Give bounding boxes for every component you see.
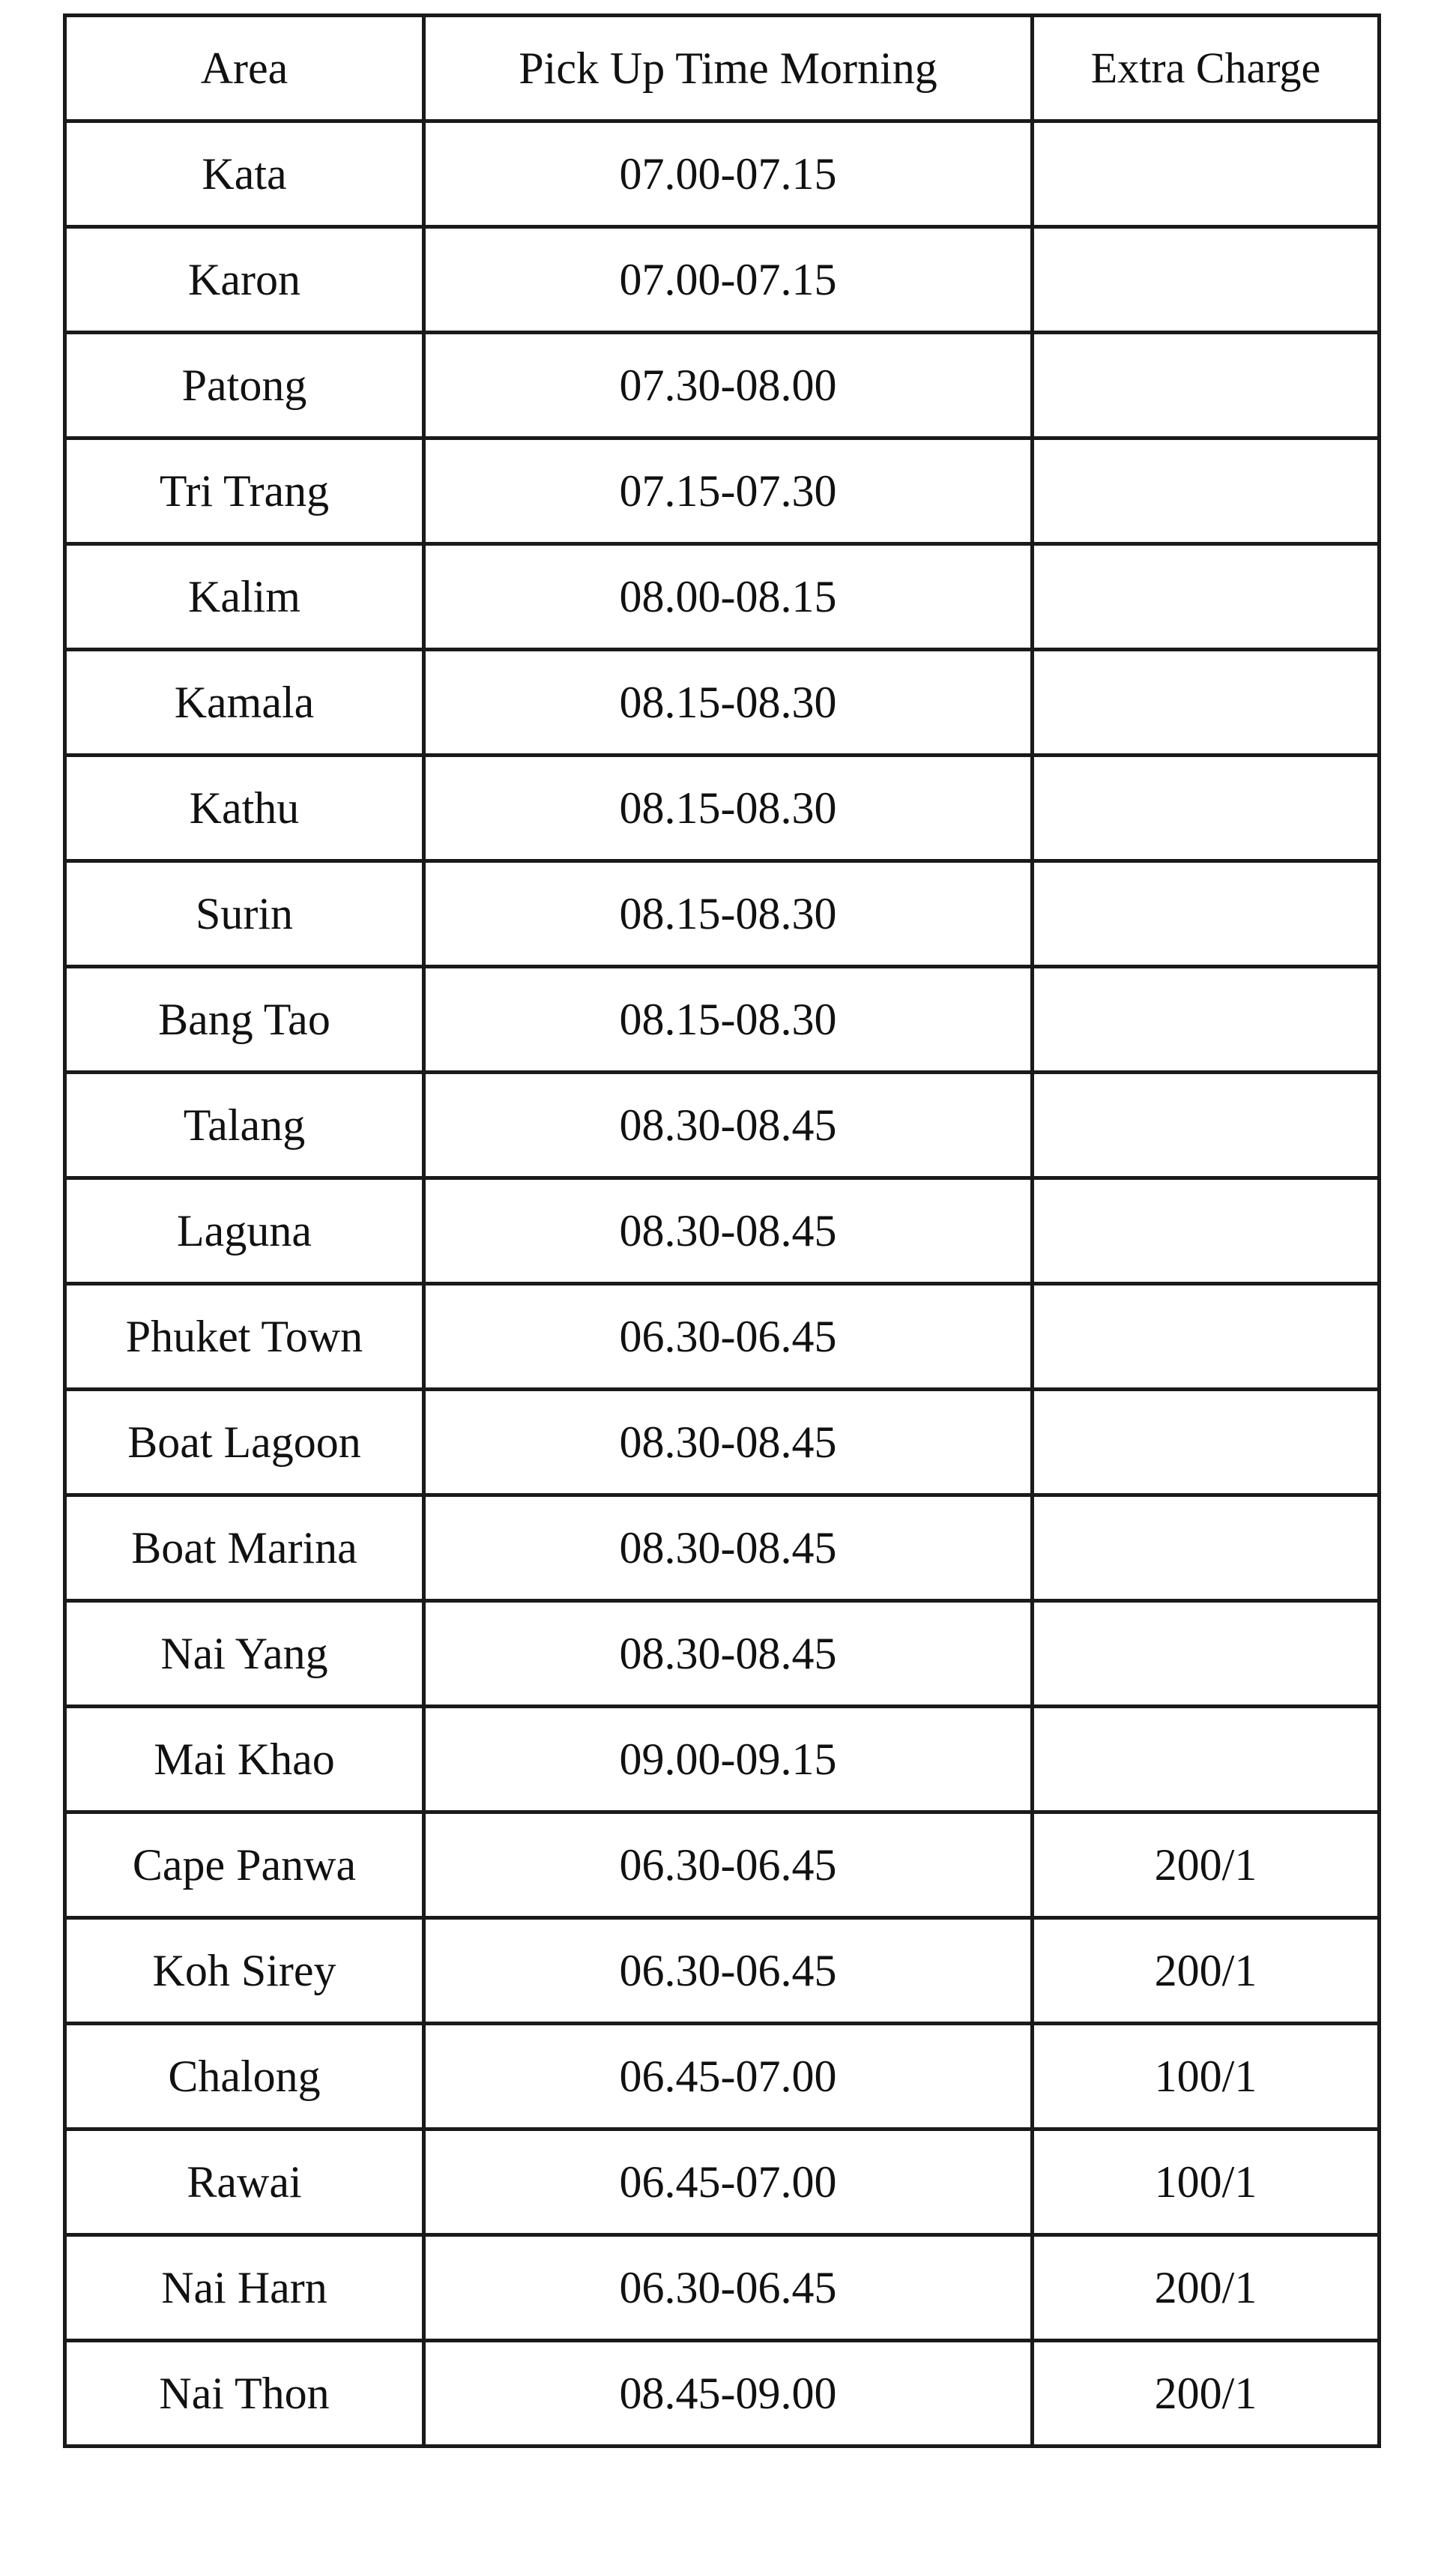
- extra-charge-cell: 200/1: [1033, 2341, 1380, 2447]
- table-row: [65, 2341, 1380, 2447]
- area-cell: Phuket Town: [65, 1284, 424, 1390]
- table-row: [65, 438, 1380, 544]
- table-row: [65, 1707, 1380, 1812]
- table-row: [65, 756, 1380, 861]
- extra-charge-cell: [1033, 756, 1380, 861]
- table-header: [65, 16, 1380, 121]
- area-cell: Nai Thon: [65, 2341, 424, 2447]
- area-cell: Boat Lagoon: [65, 1390, 424, 1495]
- extra-charge-cell: [1033, 1390, 1380, 1495]
- extra-charge-cell: [1033, 1601, 1380, 1707]
- table-row: [65, 967, 1380, 1073]
- pickup-time-table: [63, 13, 1381, 2448]
- extra-charge-cell: 200/1: [1033, 1918, 1380, 2024]
- pickup-time-cell: 08.30-08.45: [424, 1495, 1033, 1601]
- area-cell: Talang: [65, 1073, 424, 1178]
- table-row: [65, 333, 1380, 438]
- area-cell: Kathu: [65, 756, 424, 861]
- area-cell: Nai Yang: [65, 1601, 424, 1707]
- table-row: [65, 2235, 1380, 2341]
- table-body: [65, 121, 1380, 2447]
- table-row: [65, 1812, 1380, 1918]
- pickup-time-cell: 06.45-07.00: [424, 2024, 1033, 2130]
- pickup-time-cell: 08.30-08.45: [424, 1178, 1033, 1284]
- area-cell: Kamala: [65, 650, 424, 756]
- table-row: [65, 1918, 1380, 2024]
- extra-charge-cell: [1033, 438, 1380, 544]
- table-row: [65, 1601, 1380, 1707]
- extra-charge-cell: [1033, 967, 1380, 1073]
- pickup-time-cell: 09.00-09.15: [424, 1707, 1033, 1812]
- pickup-time-cell: 08.30-08.45: [424, 1073, 1033, 1178]
- table-row: [65, 2130, 1380, 2235]
- pickup-time-cell: 06.30-06.45: [424, 1812, 1033, 1918]
- area-cell: Karon: [65, 227, 424, 333]
- extra-charge-cell: [1033, 1707, 1380, 1812]
- pickup-time-cell: 08.15-08.30: [424, 650, 1033, 756]
- extra-charge-cell: [1033, 1284, 1380, 1390]
- extra-charge-cell: [1033, 650, 1380, 756]
- pickup-time-cell: 07.30-08.00: [424, 333, 1033, 438]
- pickup-time-cell: 07.00-07.15: [424, 121, 1033, 227]
- area-cell: Mai Khao: [65, 1707, 424, 1812]
- extra-charge-cell: 200/1: [1033, 1812, 1380, 1918]
- area-cell: Koh Sirey: [65, 1918, 424, 2024]
- table-row: [65, 121, 1380, 227]
- pickup-time-cell: 08.45-09.00: [424, 2341, 1033, 2447]
- extra-charge-cell: [1033, 1495, 1380, 1601]
- extra-charge-cell: 100/1: [1033, 2024, 1380, 2130]
- pickup-time-cell: 08.30-08.45: [424, 1390, 1033, 1495]
- area-cell: Bang Tao: [65, 967, 424, 1073]
- extra-charge-cell: [1033, 227, 1380, 333]
- pickup-time-cell: 08.15-08.30: [424, 967, 1033, 1073]
- header-pickup-time: Pick Up Time Morning: [424, 16, 1033, 121]
- table-row: [65, 1178, 1380, 1284]
- table-row: [65, 1390, 1380, 1495]
- header-extra-charge: Extra Charge: [1033, 16, 1380, 121]
- area-cell: Rawai: [65, 2130, 424, 2235]
- area-cell: Laguna: [65, 1178, 424, 1284]
- area-cell: Cape Panwa: [65, 1812, 424, 1918]
- pickup-time-cell: 07.15-07.30: [424, 438, 1033, 544]
- extra-charge-cell: [1033, 1073, 1380, 1178]
- pickup-time-cell: 07.00-07.15: [424, 227, 1033, 333]
- area-cell: Nai Harn: [65, 2235, 424, 2341]
- table-row: [65, 544, 1380, 650]
- header-area: Area: [65, 16, 424, 121]
- table-row: [65, 1495, 1380, 1601]
- area-cell: Kata: [65, 121, 424, 227]
- extra-charge-cell: [1033, 121, 1380, 227]
- extra-charge-cell: [1033, 1178, 1380, 1284]
- area-cell: Tri Trang: [65, 438, 424, 544]
- extra-charge-cell: 200/1: [1033, 2235, 1380, 2341]
- area-cell: Kalim: [65, 544, 424, 650]
- pickup-time-cell: 08.15-08.30: [424, 756, 1033, 861]
- extra-charge-cell: [1033, 861, 1380, 967]
- table-row: [65, 1073, 1380, 1178]
- extra-charge-cell: 100/1: [1033, 2130, 1380, 2235]
- pickup-schedule-document: [63, 13, 1377, 2448]
- pickup-time-cell: 08.00-08.15: [424, 544, 1033, 650]
- pickup-time-cell: 08.15-08.30: [424, 861, 1033, 967]
- extra-charge-cell: [1033, 333, 1380, 438]
- extra-charge-cell: [1033, 544, 1380, 650]
- pickup-time-cell: 08.30-08.45: [424, 1601, 1033, 1707]
- pickup-time-cell: 06.30-06.45: [424, 1918, 1033, 2024]
- area-cell: Surin: [65, 861, 424, 967]
- table-row: [65, 650, 1380, 756]
- header-row: [65, 16, 1380, 121]
- table-row: [65, 1284, 1380, 1390]
- table-row: [65, 861, 1380, 967]
- area-cell: Patong: [65, 333, 424, 438]
- table-row: [65, 227, 1380, 333]
- pickup-time-cell: 06.45-07.00: [424, 2130, 1033, 2235]
- pickup-time-cell: 06.30-06.45: [424, 2235, 1033, 2341]
- area-cell: Chalong: [65, 2024, 424, 2130]
- table-row: [65, 2024, 1380, 2130]
- pickup-time-cell: 06.30-06.45: [424, 1284, 1033, 1390]
- area-cell: Boat Marina: [65, 1495, 424, 1601]
